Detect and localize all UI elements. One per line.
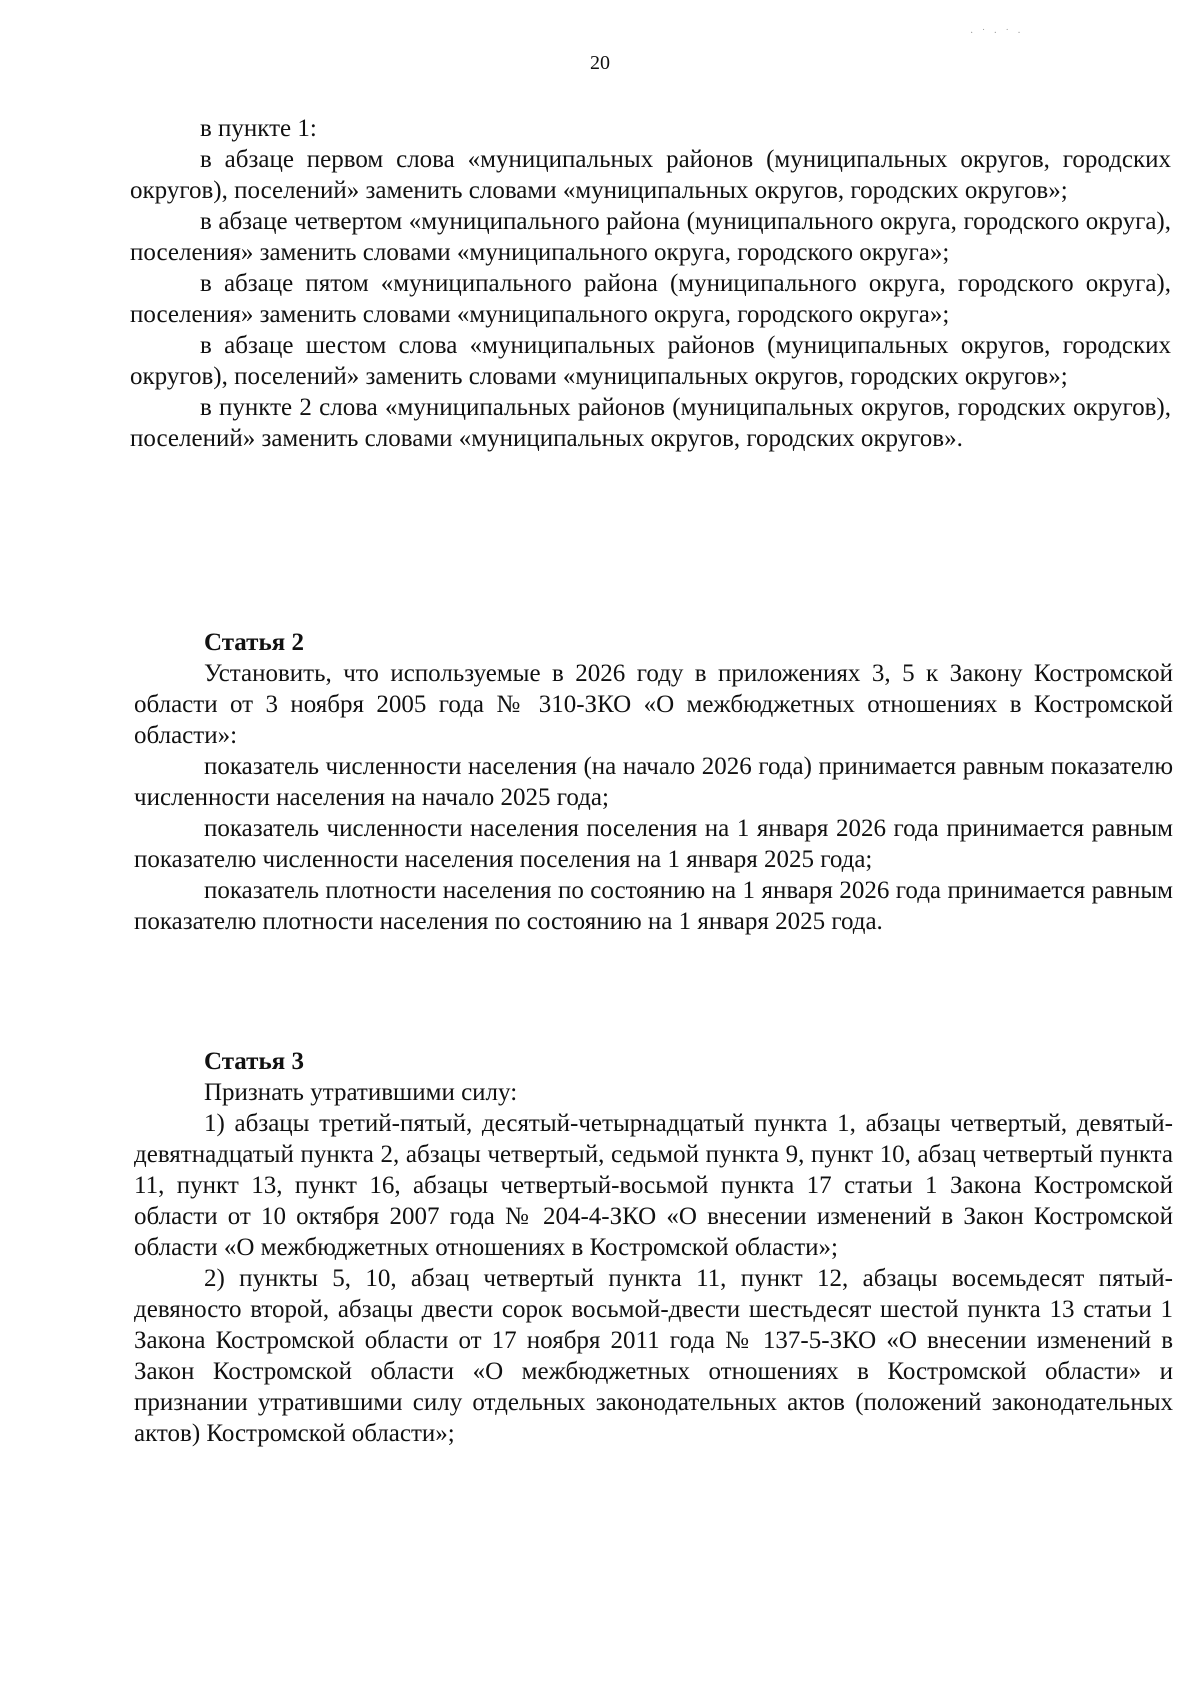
paragraph: показатель численности населения (на начало 2026 года) принимается равным показателю численности населения на начало 2025 года; [134, 753, 1173, 811]
paragraph: в абзаце пятом «муниципального района (муниципального округа, городского округа), поселения» заменить словами «муниципального округа, городского округа»; [130, 270, 1171, 328]
paragraph: в абзаце первом слова «муниципальных районов (муниципальных округов, городских округов), поселений» заменить словами «муниципальных округов, городских округов»; [130, 146, 1171, 204]
article-2-section [134, 627, 1173, 937]
paragraph: показатель плотности населения по состоянию на 1 января 2026 года принимается равным показателю плотности населения по состоянию на 1 января 2025 года. [134, 877, 1173, 935]
article-title: Статья 2 [204, 629, 304, 656]
amendments-section [130, 113, 1171, 454]
page-number: 20 [590, 52, 610, 74]
paragraph: Установить, что используемые в 2026 году в приложениях 3, 5 к Закону Костромской области от 3 ноября 2005 года № 310-ЗКО «О межбюджетных отношениях в Костромской области»: [134, 660, 1173, 749]
paragraph: показатель численности населения поселения на 1 января 2026 года принимается равным показателю численности населения поселения на 1 января 2025 года; [134, 815, 1173, 873]
paragraph: в пункте 1: [200, 115, 317, 142]
scan-noise: · ˙ · ˙ · [970, 28, 1024, 39]
paragraph: 2) пункты 5, 10, абзац четвертый пункта 11, пункт 12, абзацы восемьдесят пятый-девяносто второй, абзацы двести сорок восьмой-двести шестьдесят шестой пункта 13 статьи 1 Закона Костромской области от 17 ноября 2011 года № 137-5-ЗКО «О внесении изменений в Закон Костромской области «О межбюджетных отношениях в Костромской области» и признании утратившими силу отдельных законодательных актов (положений законодательных актов) Костромской области»; [134, 1265, 1173, 1447]
paragraph: 1) абзацы третий-пятый, десятый-четырнадцатый пункта 1, абзацы четвертый, девятый-девятнадцатый пункта 2, абзацы четвертый, седьмой пункта 9, пункт 10, абзац четвертый пункта 11, пункт 13, пункт 16, абзацы четвертый-восьмой пункта 17 статьи 1 Закона Костромской области от 10 октября 2007 года № 204-4-ЗКО «О внесении изменений в Закон Костромской области «О межбюджетных отношениях в Костромской области»; [134, 1110, 1173, 1261]
paragraph: Признать утратившими силу: [204, 1079, 518, 1106]
paragraph: в абзаце шестом слова «муниципальных районов (муниципальных округов, городских округов), поселений» заменить словами «муниципальных округов, городских округов»; [130, 332, 1171, 390]
article-title: Статья 3 [204, 1048, 304, 1075]
article-3-section [134, 1046, 1173, 1449]
paragraph: в абзаце четвертом «муниципального района (муниципального округа, городского округа), поселения» заменить словами «муниципального округа, городского округа»; [130, 208, 1171, 266]
paragraph: в пункте 2 слова «муниципальных районов (муниципальных округов, городских округов), поселений» заменить словами «муниципальных округов, городских округов». [130, 394, 1171, 452]
